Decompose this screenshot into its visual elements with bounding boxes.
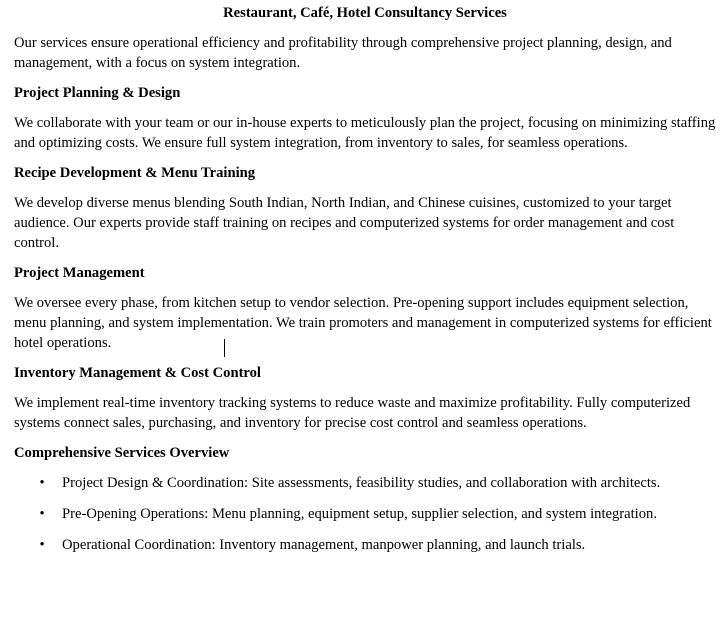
section-body-recipe: We develop diverse menus blending South Indian, North Indian, and Chinese cuisines, customized to your target audience. Our experts provide staff training on recipes and computerized systems for order management and cost control. bbox=[14, 195, 675, 251]
section-heading-management: Project Management bbox=[14, 265, 145, 281]
intro-paragraph: Our services ensure operational efficiency and profitability through comprehensive project planning, design, and management, with a focus on system integration. bbox=[14, 35, 672, 71]
list-item bbox=[14, 535, 716, 555]
bullet-icon: • bbox=[39, 475, 45, 491]
document-title: Restaurant, Café, Hotel Consultancy Services bbox=[223, 5, 507, 21]
overview-list bbox=[14, 473, 716, 555]
list-item-text: Operational Coordination: Inventory management, manpower planning, and launch trials. bbox=[62, 537, 586, 553]
bullet-icon: • bbox=[39, 537, 45, 553]
section-heading-inventory: Inventory Management & Cost Control bbox=[14, 365, 261, 381]
overview-heading: Comprehensive Services Overview bbox=[14, 445, 230, 461]
section-body-planning: We collaborate with your team or our in-house experts to meticulously plan the project, focusing on minimizing staffing and optimizing costs. We ensure full system integration, from inventory to sales, for seamless operations. bbox=[14, 115, 716, 151]
section-body-management: We oversee every phase, from kitchen setup to vendor selection. Pre-opening support includes equipment selection, menu planning, and system implementation. We train promoters and management in computerized systems for efficient hotel operations. bbox=[14, 295, 712, 351]
text-cursor bbox=[224, 339, 225, 357]
bullet-icon: • bbox=[39, 506, 45, 522]
section-body-inventory: We implement real-time inventory tracking systems to reduce waste and maximize profitability. Fully computerized systems connect sales, purchasing, and inventory for precise cost control and seamless operations. bbox=[14, 395, 691, 431]
list-item-text: Pre-Opening Operations: Menu planning, equipment setup, supplier selection, and system integration. bbox=[62, 506, 657, 522]
section-heading-planning: Project Planning & Design bbox=[14, 85, 181, 101]
list-item bbox=[14, 504, 716, 524]
section-heading-recipe: Recipe Development & Menu Training bbox=[14, 165, 256, 181]
list-item bbox=[14, 473, 716, 493]
list-item-text: Project Design & Coordination: Site assessments, feasibility studies, and collaboration with architects. bbox=[62, 475, 661, 491]
